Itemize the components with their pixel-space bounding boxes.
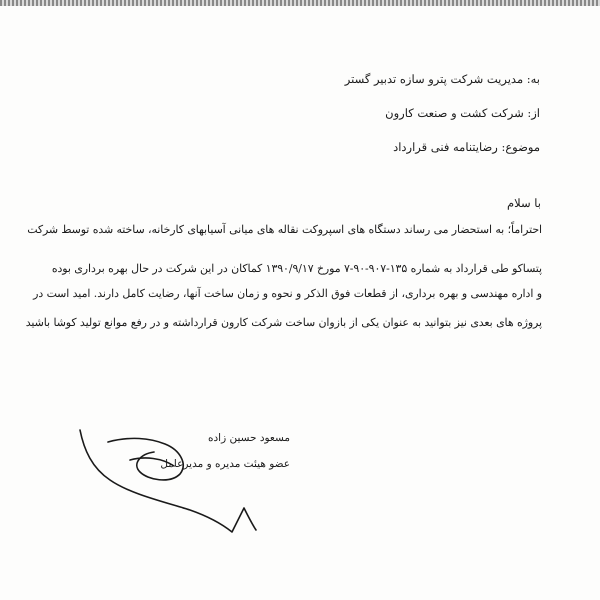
body-line-2: پتساکو طی قرارداد به شماره ۱۳۵-۹۰۷-۹۰-۷ مورخ ۱۳۹۰/۹/۱۷ کماکان در این شرکت در حال بهره برداری بوده <box>51 262 542 275</box>
greeting: با سلام <box>507 196 541 210</box>
sender-line: از: شرکت کشت و صنعت کارون <box>385 106 540 120</box>
body-line-3: و اداره مهندسی و بهره برداری، از قطعات فوق الذکر و نحوه و زمان ساخت آنها، رضایت کامل دارند. امید است در <box>33 287 542 300</box>
scan-edge-stripe <box>0 0 600 6</box>
recipient-line: به: مدیریت شرکت پترو سازه تدبیر گستر <box>344 72 540 86</box>
signatory-title: عضو هیئت مدیره و مدیرعامل <box>160 458 290 470</box>
signatory-name: مسعود حسین زاده <box>207 432 290 444</box>
body-line-4: پروژه های بعدی نیز بتوانید به عنوان یکی از بازوان ساخت شرکت کارون قرارداشته و در رفع موانع تولید کوشا باشید <box>25 316 542 329</box>
body-line-1: احتراماً؛ به استحضار می رساند دستگاه های اسپروکت نقاله های میانی آسیابهای کارخانه، ساخته شده توسط شرکت <box>27 223 542 236</box>
subject-line: موضوع: رضایتنامه فنی قرارداد <box>393 140 540 154</box>
